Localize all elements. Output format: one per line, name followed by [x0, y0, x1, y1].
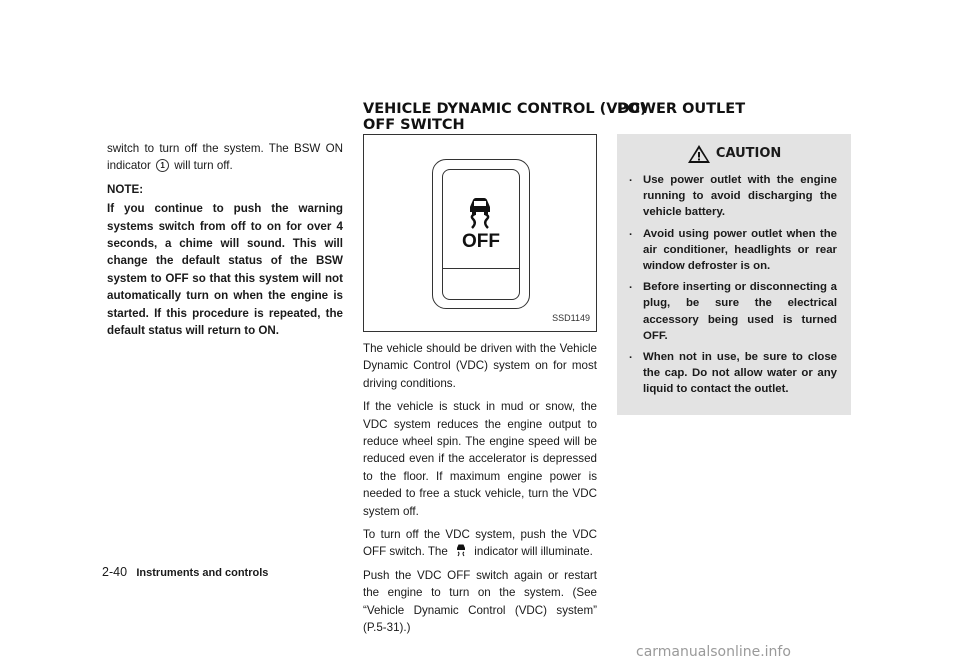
vdc-paragraph-2: If the vehicle is stuck in mud or snow, the VDC system reduces the engine output to reduce wheel spin. The engine speed will be reduced even if the accelerator is depressed to the floor. If maximum engine power is needed to free a stuck vehicle, turn the VDC system off.: [363, 400, 597, 518]
caution-list: [617, 172, 851, 398]
watermark: carmanualsonline.info: [636, 644, 791, 660]
right-column: [617, 134, 851, 415]
page-number: 2-40: [102, 565, 128, 579]
footer-section-name: Instruments and controls: [136, 567, 269, 579]
vdc-skid-icon: [464, 195, 496, 229]
note-heading: NOTE:: [107, 182, 144, 196]
page-footer: [102, 565, 268, 579]
middle-column: [363, 134, 597, 643]
warning-triangle-icon: [687, 144, 711, 164]
caution-item: . Before inserting or disconnecting a plug, be sure the electrical accessory being used is turned OFF.: [617, 279, 851, 344]
figure-label: SSD1149: [552, 312, 590, 323]
switch-divider: [442, 268, 520, 269]
caution-item: . When not in use, be sure to close the cap. Do not allow water or any liquid to contact the outlet.: [617, 349, 851, 398]
caution-box: [617, 134, 851, 415]
note-body: If you continue to push the warning systems switch from off to on for over 4 seconds, a chime will sound. This will change the default status of the BSW system to OFF so that this system will not automatically turn on when the engine is started. If this procedure is repeated, the default status will return to ON.: [107, 202, 343, 338]
vdc-section-title: VEHICLE DYNAMIC CONTROL (VDC) OFF SWITCH: [363, 101, 647, 133]
bsw-paragraph: switch to turn off the system. The BSW ON indicator 1 will turn off.: [107, 142, 343, 173]
vdc-paragraph-3: To turn off the VDC system, push the VDC OFF switch. The indicator will illuminate.: [363, 528, 597, 559]
vdc-paragraph-4: Push the VDC OFF switch again or restart the engine to turn on the system. (See “Vehicle Dynamic Control (VDC) system” (P.5-31).): [363, 568, 597, 635]
callout-1-marker: 1: [156, 159, 169, 172]
caution-item: . Use power outlet with the engine running to avoid discharging the vehicle battery.: [617, 172, 851, 221]
power-outlet-section-title: POWER OUTLET: [617, 101, 746, 117]
switch-off-label: OFF: [462, 231, 500, 252]
left-column: [107, 140, 343, 345]
vdc-paragraph-1: The vehicle should be driven with the Vehicle Dynamic Control (VDC) system on for most driving conditions.: [363, 342, 597, 390]
vdc-switch-figure: [363, 134, 597, 332]
caution-item: . Avoid using power outlet when the air conditioner, headlights or rear window defroster is on.: [617, 226, 851, 275]
vdc-off-indicator-icon: [455, 543, 467, 557]
caution-heading: CAUTION: [617, 144, 851, 164]
